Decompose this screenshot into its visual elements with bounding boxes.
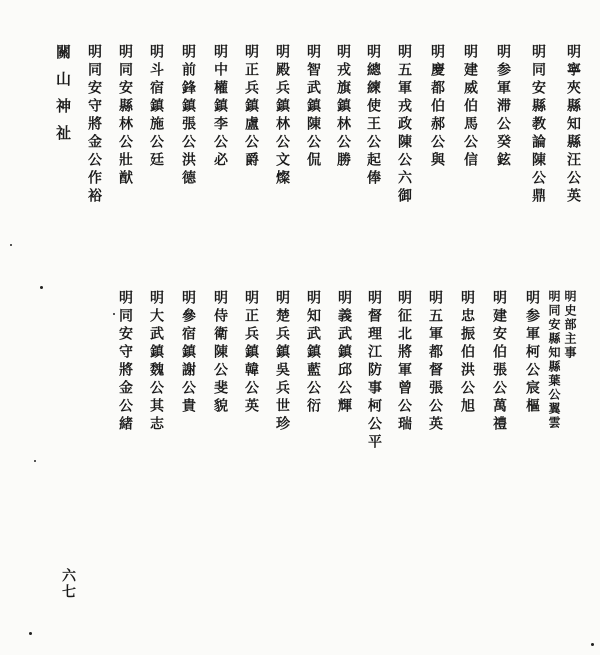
upper-column-5: 明慶都伯郝公與 — [429, 44, 445, 170]
lower-column-4: 明忠振伯洪公旭 — [459, 290, 475, 416]
upper-column-9: 明智武鎮陳公侃 — [305, 44, 321, 170]
upper-column-10: 明殿兵鎮林公文燦 — [274, 44, 290, 188]
lower-column-9: 明知武鎮藍公衍 — [305, 290, 321, 416]
upper-column-16: 明同安守將金公作裕 — [86, 44, 102, 206]
page-header-title: 關山神祉 — [54, 44, 72, 152]
upper-column-4: 明建威伯馬公信 — [462, 44, 478, 170]
upper-column-7: 明總練使王公起俸 — [365, 44, 381, 188]
lower-column-12: 明侍衛陳公斐貌 — [212, 290, 228, 416]
upper-column-1: 明寧夾縣知縣汪公英 — [565, 44, 581, 206]
lower-column-5: 明五軍都督張公英 — [427, 290, 443, 434]
lower-column-1b: 明同安縣知縣葉公翼雲 — [547, 290, 561, 430]
upper-column-8: 明戎旗鎮林公勝 — [335, 44, 351, 170]
upper-column-15: 明同安縣林公壯猷 — [117, 44, 133, 188]
upper-column-12: 明中權鎮李公必 — [212, 44, 228, 170]
upper-column-3: 明参軍滞公癸鉉 — [495, 44, 511, 170]
lower-column-6: 明征北將軍曾公瑞 — [396, 290, 412, 434]
lower-column-1a: 明史部主事 — [563, 290, 577, 360]
scan-speck — [10, 244, 12, 246]
upper-column-11: 明正兵鎮盧公爵 — [243, 44, 259, 170]
lower-column-7: 明督理江防事柯公平 — [366, 290, 382, 452]
lower-column-13: 明參宿鎮謝公貴 — [180, 290, 196, 416]
scan-speck — [113, 313, 115, 315]
scan-speck — [591, 643, 594, 646]
upper-column-6: 明五軍戎政陳公六御 — [396, 44, 412, 206]
lower-column-3: 明建安伯張公萬禮 — [491, 290, 507, 434]
upper-column-14: 明斗宿鎮施公廷 — [148, 44, 164, 170]
lower-column-11: 明正兵鎮韓公英 — [243, 290, 259, 416]
lower-column-14: 明大武鎮魏公其志 — [148, 290, 164, 434]
page-number: 六七 — [60, 568, 76, 600]
lower-column-8: 明義武鎮邱公輝 — [336, 290, 352, 416]
upper-column-2: 明同安縣教論陳公鼎 — [530, 44, 546, 206]
lower-column-15: 明同安守將金公緒 — [117, 290, 133, 434]
scan-speck — [29, 632, 32, 635]
upper-column-13: 明前鋒鎮張公洪德 — [180, 44, 196, 188]
lower-column-10: 明楚兵鎮吳兵世珍 — [274, 290, 290, 434]
lower-column-2: 明参軍柯公宸樞 — [524, 290, 540, 416]
scan-speck — [34, 460, 36, 462]
scan-speck — [40, 286, 43, 289]
